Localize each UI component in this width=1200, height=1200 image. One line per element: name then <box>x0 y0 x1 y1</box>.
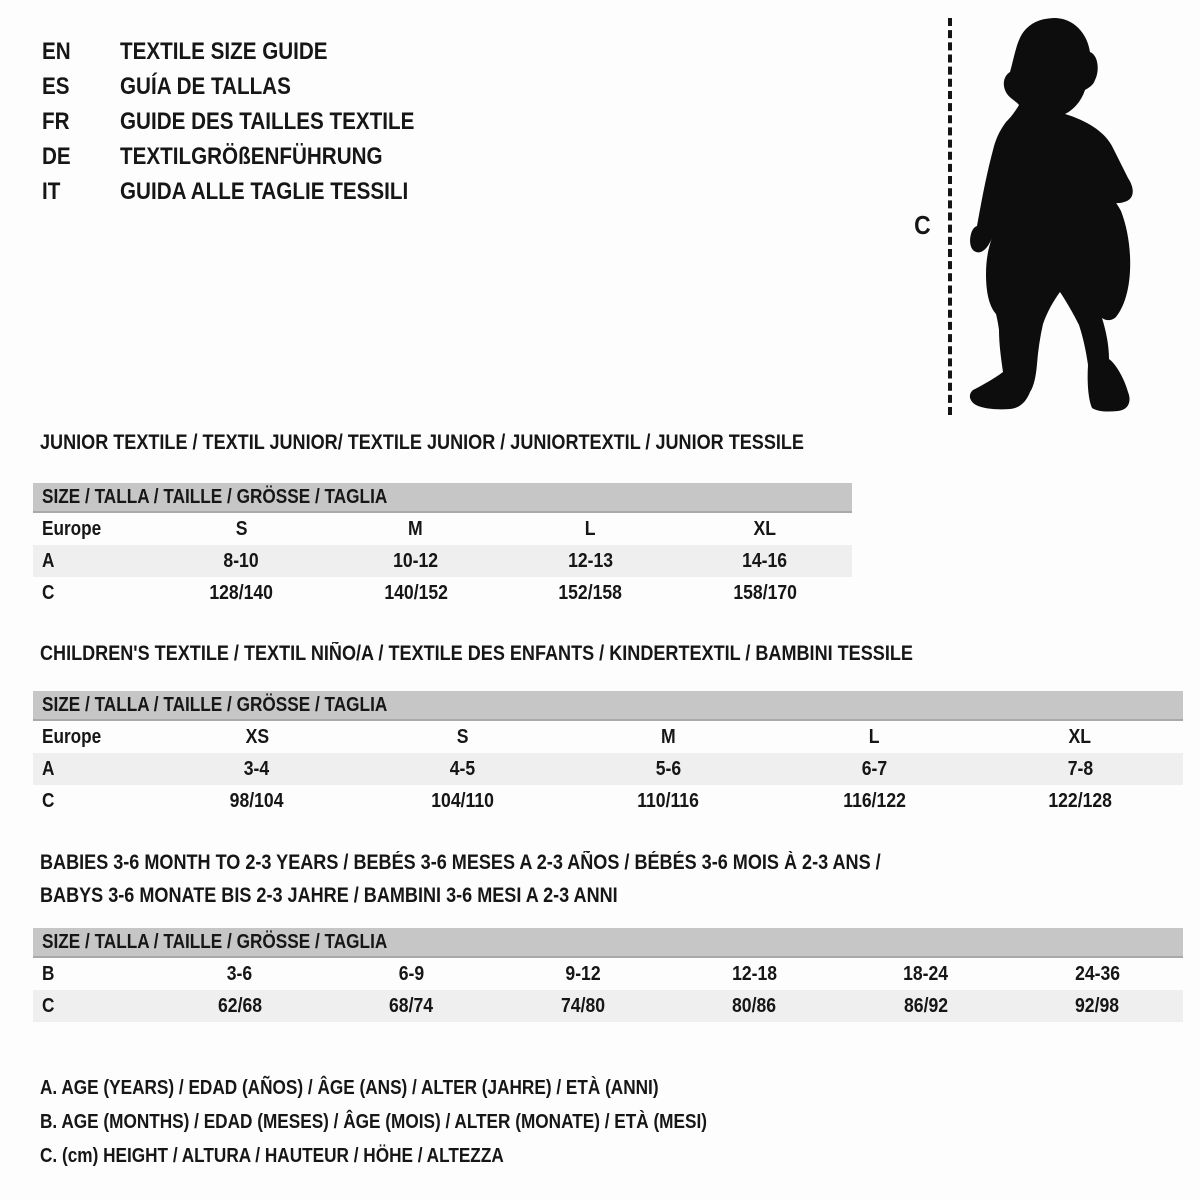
row-label: B <box>42 962 55 985</box>
size-cell: 74/80 <box>560 994 605 1017</box>
row-label: Europe <box>42 725 102 748</box>
measurement-legend <box>40 1071 816 1173</box>
language-row-it <box>42 174 462 209</box>
legend-line-c: C. (cm) HEIGHT / ALTURA / HAUTEUR / HÖHE / ALTEZZA <box>40 1145 504 1167</box>
language-title: GUÍA DE TALLAS <box>120 73 291 100</box>
size-cell: L <box>868 725 880 748</box>
size-cell: M <box>408 517 424 540</box>
size-cell: 3-6 <box>227 962 253 985</box>
children-size-table <box>33 691 1183 817</box>
language-title: GUIDE DES TAILLES TEXTILE <box>120 108 415 135</box>
table-row <box>33 958 1183 990</box>
language-code: EN <box>42 38 71 65</box>
language-code: FR <box>42 108 70 135</box>
size-cell: S <box>456 725 469 748</box>
toddler-silhouette-image <box>956 10 1140 420</box>
language-row-es <box>42 69 462 104</box>
language-title: TEXTILGRÖßENFÜHRUNG <box>120 143 383 170</box>
size-cell: 158/170 <box>732 581 797 604</box>
size-cell: XS <box>245 725 269 748</box>
size-cell: 62/68 <box>217 994 262 1017</box>
size-cell: 14-16 <box>742 549 788 572</box>
size-cell: 6-7 <box>861 757 887 780</box>
size-cell: 104/110 <box>431 789 495 812</box>
size-cell: 122/128 <box>1048 789 1112 812</box>
size-cell: 92/98 <box>1075 994 1120 1017</box>
size-cell: 86/92 <box>903 994 948 1017</box>
language-list <box>42 34 462 209</box>
size-cell: 12-13 <box>567 549 613 572</box>
language-row-fr <box>42 104 462 139</box>
size-cell: M <box>661 725 676 748</box>
size-cell: XL <box>1068 725 1092 748</box>
table-row <box>33 721 1183 753</box>
size-header-bar: SIZE / TALLA / TAILLE / GRÖSSE / TAGLIA <box>33 928 1183 958</box>
row-label: C <box>42 994 55 1017</box>
section-title-children: CHILDREN'S TEXTILE / TEXTIL NIÑO/A / TEXTILE DES ENFANTS / KINDERTEXTIL / BAMBINI TESSILE <box>40 642 913 665</box>
size-cell: 4-5 <box>449 757 476 780</box>
size-cell: 3-4 <box>244 757 270 780</box>
size-header-bar: SIZE / TALLA / TAILLE / GRÖSSE / TAGLIA <box>33 483 852 513</box>
size-cell: 5-6 <box>655 757 682 780</box>
language-title: TEXTILE SIZE GUIDE <box>120 38 328 65</box>
height-measure-dashed-line <box>948 18 952 415</box>
language-code: DE <box>42 143 71 170</box>
table-row <box>33 990 1183 1022</box>
table-row <box>33 513 852 545</box>
size-cell: 128/140 <box>209 581 274 604</box>
size-cell: L <box>584 517 596 540</box>
size-cell: 9-12 <box>565 962 601 985</box>
size-cell: 98/104 <box>229 789 284 812</box>
row-label: C <box>42 581 55 604</box>
row-label: C <box>42 789 55 812</box>
table-row <box>33 577 852 609</box>
size-header-bar: SIZE / TALLA / TAILLE / GRÖSSE / TAGLIA <box>33 691 1183 721</box>
size-cell: 10-12 <box>393 549 439 572</box>
size-cell: 68/74 <box>389 994 434 1017</box>
language-row-en <box>42 34 462 69</box>
row-label: A <box>42 549 55 572</box>
size-cell: S <box>235 517 248 540</box>
size-cell: 6-9 <box>398 962 424 985</box>
legend-line-b: B. AGE (MONTHS) / EDAD (MESES) / ÂGE (MOIS) / ALTER (MONATE) / ETÀ (MESI) <box>40 1111 707 1133</box>
size-cell: 7-8 <box>1067 757 1093 780</box>
section-title-junior: JUNIOR TEXTILE / TEXTIL JUNIOR/ TEXTILE JUNIOR / JUNIORTEXTIL / JUNIOR TESSILE <box>40 431 804 454</box>
size-cell: XL <box>753 517 776 540</box>
size-cell: 18-24 <box>903 962 949 985</box>
language-title: GUIDA ALLE TAGLIE TESSILI <box>120 178 409 205</box>
legend-line-a: A. AGE (YEARS) / EDAD (AÑOS) / ÂGE (ANS) / ALTER (JAHRE) / ETÀ (ANNI) <box>40 1077 659 1099</box>
junior-size-table <box>33 483 852 609</box>
size-cell: 12-18 <box>731 962 777 985</box>
size-cell: 8-10 <box>223 549 259 572</box>
size-cell: 152/158 <box>558 581 623 604</box>
table-row <box>33 753 1183 785</box>
language-code: IT <box>42 178 61 205</box>
row-label: A <box>42 757 55 780</box>
height-measure-label: C <box>914 210 931 240</box>
size-cell: 110/116 <box>637 789 700 812</box>
language-code: ES <box>42 73 70 100</box>
size-cell: 116/122 <box>842 789 906 812</box>
size-cell: 80/86 <box>732 994 777 1017</box>
table-row <box>33 545 852 577</box>
language-row-de <box>42 139 462 174</box>
row-label: Europe <box>42 517 102 540</box>
babies-size-table <box>33 928 1183 1022</box>
table-row <box>33 785 1183 817</box>
size-cell: 140/152 <box>383 581 448 604</box>
size-cell: 24-36 <box>1074 962 1120 985</box>
section-title-babies: BABIES 3-6 MONTH TO 2-3 YEARS / BEBÉS 3-6 MESES A 2-3 AÑOS / BÉBÉS 3-6 MOIS À 2-3 ANS / BABYS 3-6 MONATE BIS 2-3 JAHRE / BAMBINI 3-6 MESI A 2-3 ANNI <box>40 851 881 907</box>
